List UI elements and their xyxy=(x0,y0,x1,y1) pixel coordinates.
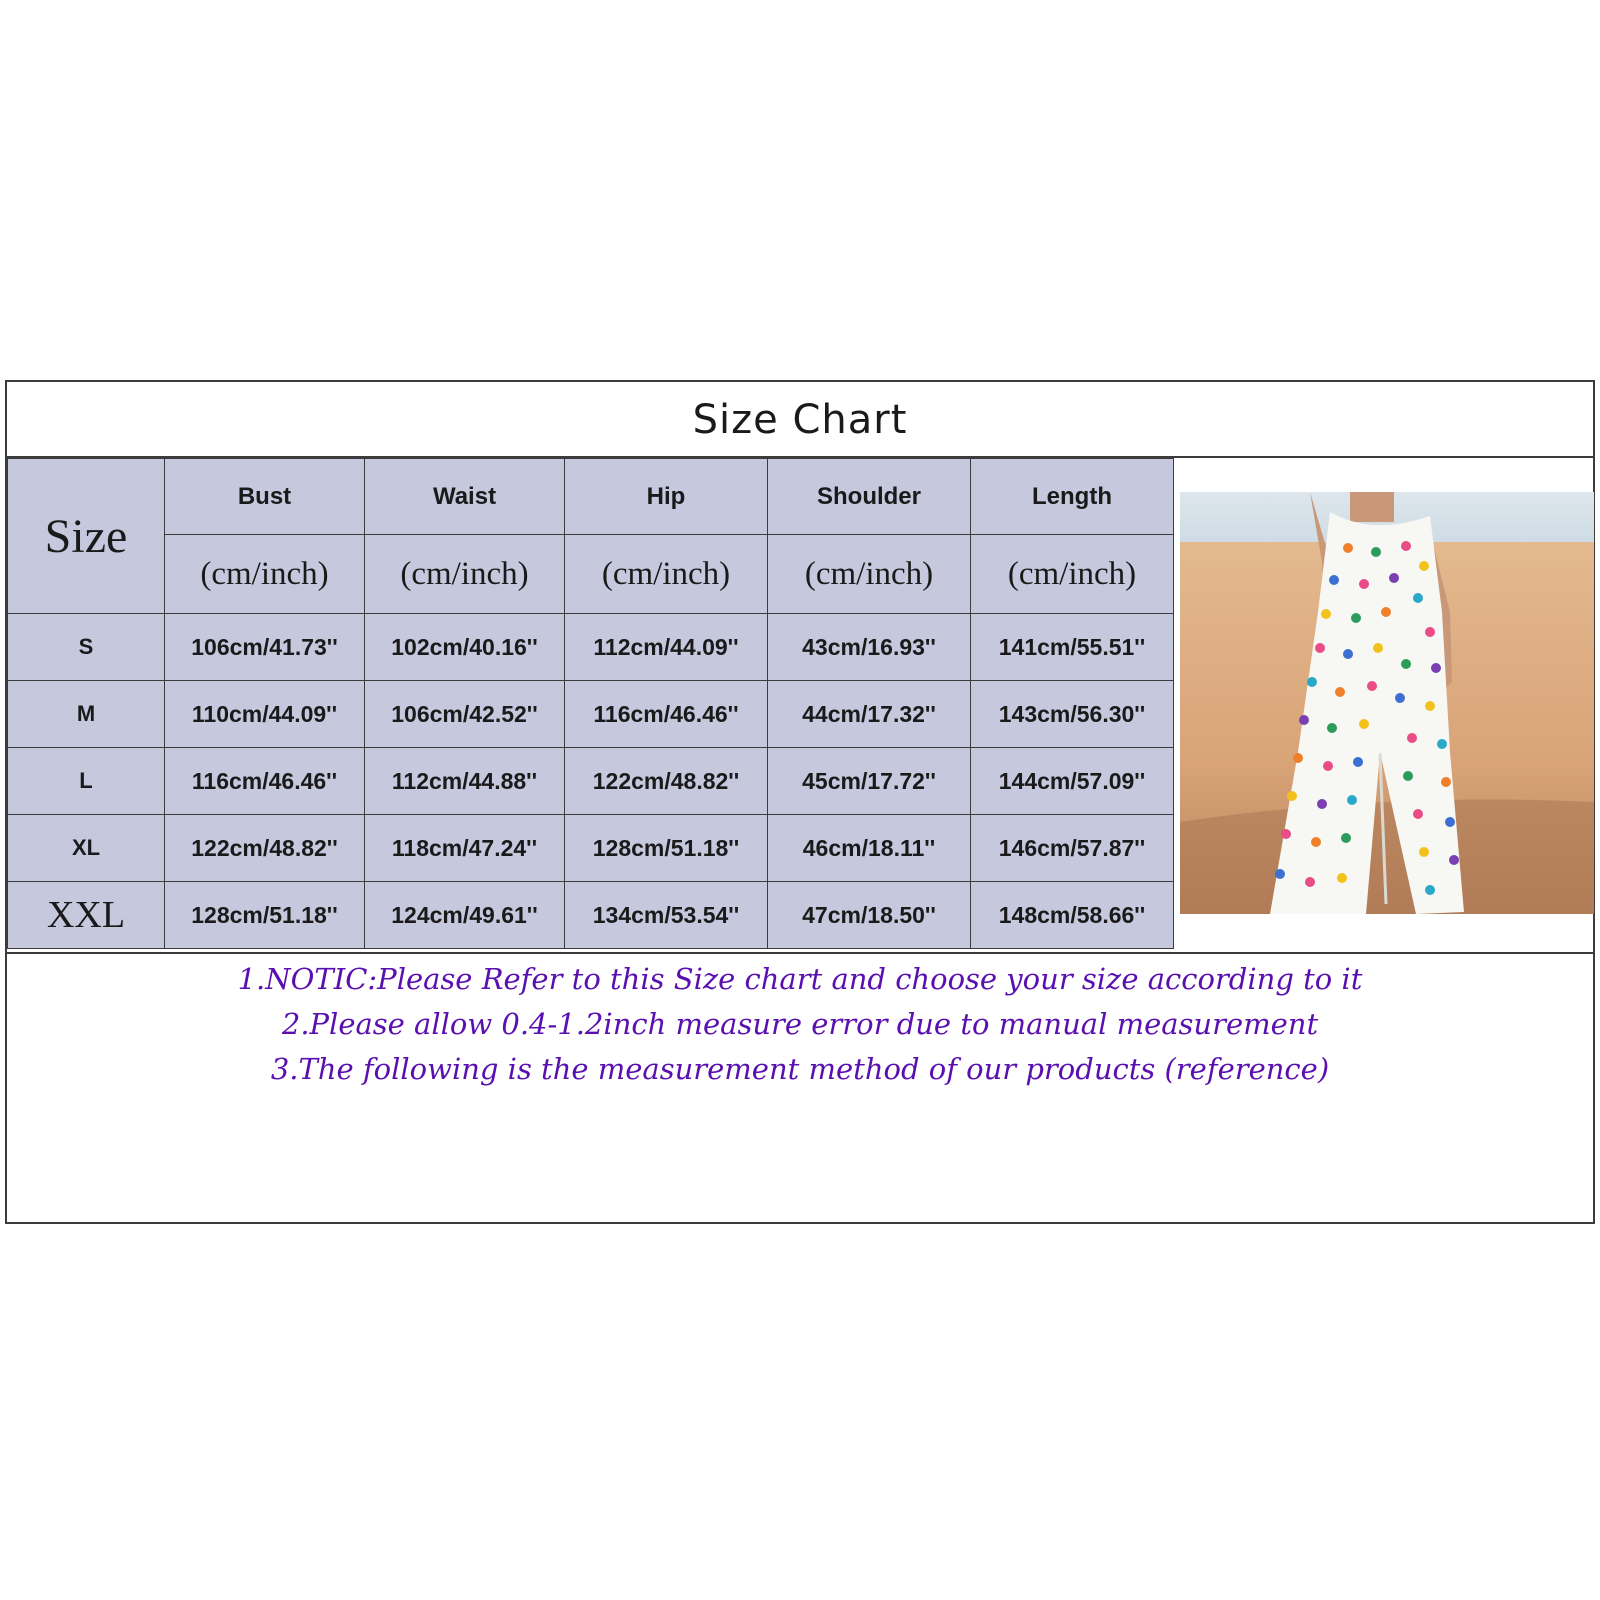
measurement-cell: 124cm/49.61'' xyxy=(365,882,565,949)
measurement-cell: 106cm/41.73'' xyxy=(165,614,365,681)
table-row xyxy=(8,882,1174,949)
table-row xyxy=(8,815,1174,882)
measurement-cell: 146cm/57.87'' xyxy=(971,815,1174,882)
measurement-cell: 143cm/56.30'' xyxy=(971,681,1174,748)
notes-section xyxy=(7,957,1593,1092)
table-row xyxy=(8,614,1174,681)
column-header-hip: Hip xyxy=(565,459,768,535)
size-chart-panel xyxy=(5,380,1595,1224)
measurement-cell: 110cm/44.09'' xyxy=(165,681,365,748)
chart-title: Size Chart xyxy=(692,397,908,443)
measurement-cell: 144cm/57.09'' xyxy=(971,748,1174,815)
measurement-cell: 45cm/17.72'' xyxy=(768,748,971,815)
size-label: S xyxy=(8,614,165,681)
column-unit: (cm/inch) xyxy=(971,535,1174,614)
table-row xyxy=(8,748,1174,815)
size-table xyxy=(7,458,1174,949)
table-row xyxy=(8,681,1174,748)
measurement-cell: 44cm/17.32'' xyxy=(768,681,971,748)
note-line: 2.Please allow 0.4-1.2inch measure error due to manual measurement xyxy=(281,1007,1319,1041)
column-header-length: Length xyxy=(971,459,1174,535)
column-header-shoulder: Shoulder xyxy=(768,459,971,535)
measurement-cell: 118cm/47.24'' xyxy=(365,815,565,882)
measurement-cell: 46cm/18.11'' xyxy=(768,815,971,882)
size-label: M xyxy=(8,681,165,748)
product-photo xyxy=(1180,492,1594,914)
note-line: 1.NOTIC:Please Refer to this Size chart and choose your size according to it xyxy=(237,962,1363,996)
measurement-cell: 47cm/18.50'' xyxy=(768,882,971,949)
measurement-cell: 141cm/55.51'' xyxy=(971,614,1174,681)
note-line: 3.The following is the measurement method of our products (reference) xyxy=(270,1052,1330,1086)
measurement-cell: 134cm/53.54'' xyxy=(565,882,768,949)
measurement-cell: 122cm/48.82'' xyxy=(165,815,365,882)
measurement-cell: 106cm/42.52'' xyxy=(365,681,565,748)
column-unit: (cm/inch) xyxy=(165,535,365,614)
column-header-bust: Bust xyxy=(165,459,365,535)
size-label: XXL xyxy=(8,882,165,949)
measurement-cell: 128cm/51.18'' xyxy=(565,815,768,882)
measurement-cell: 128cm/51.18'' xyxy=(165,882,365,949)
column-unit: (cm/inch) xyxy=(365,535,565,614)
measurement-cell: 122cm/48.82'' xyxy=(565,748,768,815)
measurement-cell: 112cm/44.09'' xyxy=(565,614,768,681)
column-unit: (cm/inch) xyxy=(768,535,971,614)
size-column-header: Size xyxy=(8,459,165,614)
measurement-cell: 43cm/16.93'' xyxy=(768,614,971,681)
column-header-waist: Waist xyxy=(365,459,565,535)
table-divider xyxy=(7,952,1593,954)
measurement-cell: 116cm/46.46'' xyxy=(565,681,768,748)
measurement-cell: 112cm/44.88'' xyxy=(365,748,565,815)
size-label: XL xyxy=(8,815,165,882)
measurement-cell: 116cm/46.46'' xyxy=(165,748,365,815)
column-unit: (cm/inch) xyxy=(565,535,768,614)
size-label: L xyxy=(8,748,165,815)
measurement-cell: 148cm/58.66'' xyxy=(971,882,1174,949)
measurement-cell: 102cm/40.16'' xyxy=(365,614,565,681)
